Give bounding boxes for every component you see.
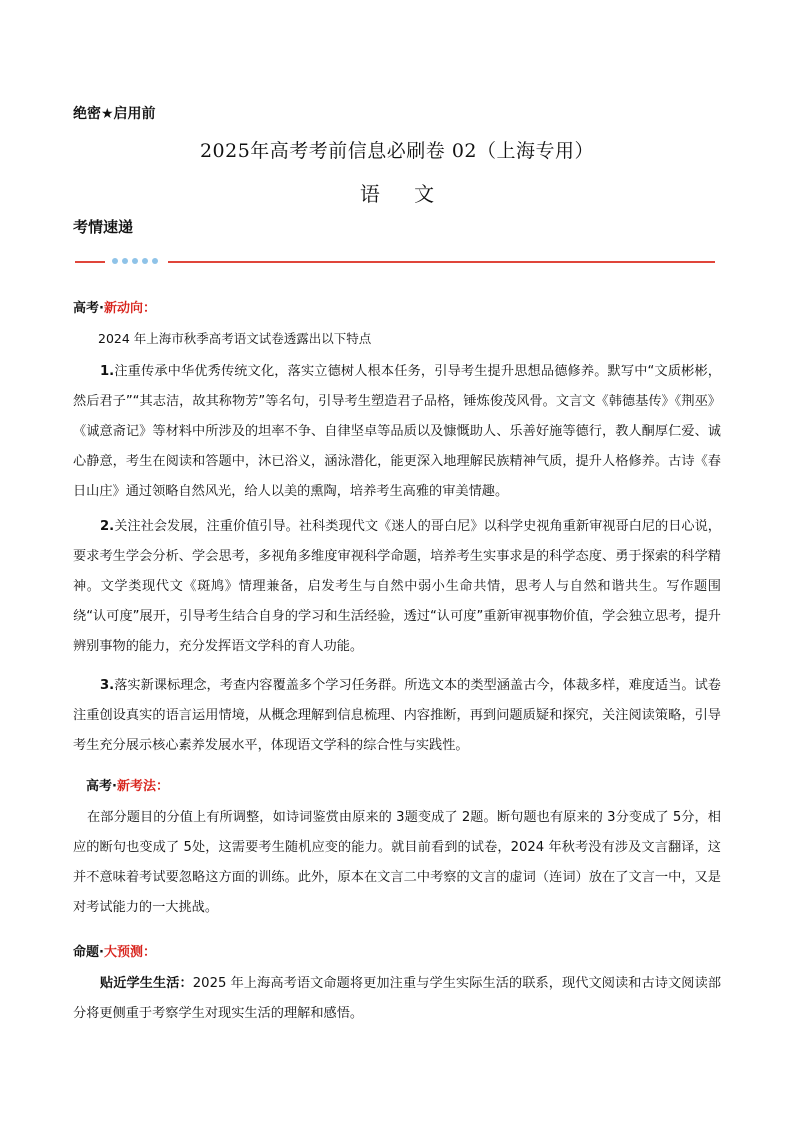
divider-dot xyxy=(132,258,138,264)
exam-title: 2025年高考考前信息必刷卷 02（上海专用） xyxy=(199,140,595,162)
point-text: 关注社会发展，注重价值引导。社科类现代文《迷人的哥白尼》以科学史视角重新审视哥白尼的日心说，要求考生学会分析、学会思考，多视角多维度审视科学命题，培养考生实事求是的科学态度、勇于探索的科学精神。文学类现代文《斑鸠》情理兼备，启发考生与自然中弱小生命共情，思考人与自然和谐共生。写作题围绕“认可度”展开，引导考生结合自身的学习和生活经验，透过“认可度”重新审视事物价值，学会独立思考，提升辨别事物的能力，充分发挥语文学科的育人功能。 xyxy=(73,519,721,654)
divider-line-left xyxy=(75,261,105,263)
subject-title: 语 文 xyxy=(359,182,449,206)
point-number: 3. xyxy=(100,678,115,693)
prediction-text xyxy=(73,969,721,1029)
label-prefix: 高考· xyxy=(73,301,104,316)
new-direction-label xyxy=(73,297,156,316)
new-direction-intro: 2024 年上海市秋季高考语文试卷透露出以下特点 xyxy=(98,331,372,346)
divider-dots xyxy=(112,258,162,266)
divider-dot xyxy=(122,258,128,264)
point-number: 2. xyxy=(100,519,115,534)
new-exam-method-text: 在部分题目的分值上有所调整，如诗词鉴赏由原来的 3题变成了 2题。断句题也有原来的 3分变成了 5分，相应的断句也变成了 5处，这需要考生随机应变的能力。就目前看到的试卷，2024 年秋考没有涉及文言翻译，这并不意味着考试要忽略这方面的训练。此外，原本在文言二中考察的文言的虚词（连词）放在了文言一中，又是对考试能力的一大挑战。 xyxy=(73,810,721,915)
label-highlight: 大预测： xyxy=(103,945,156,960)
label-highlight: 新考法： xyxy=(116,779,169,794)
confidential-mark: 绝密★启用前 xyxy=(73,106,156,122)
point-2 xyxy=(73,512,721,662)
divider-dot xyxy=(152,258,158,264)
point-number: 1. xyxy=(100,364,115,379)
point-3 xyxy=(73,671,721,761)
divider-dot xyxy=(142,258,148,264)
prediction-lead: 贴近学生生活： xyxy=(100,976,193,991)
section-heading: 考情速递 xyxy=(73,218,134,236)
label-prefix: 命题· xyxy=(73,945,104,960)
point-text: 落实新课标理念，考查内容覆盖多个学习任务群。所选文本的类型涵盖古今，体裁多样，难度适当。试卷注重创设真实的语言运用情境，从概念理解到信息梳理、内容推断，再到问题质疑和探究，关注阅读策略，引导考生充分展示核心素养发展水平，体现语文学科的综合性与实践性。 xyxy=(73,678,721,753)
prediction-label xyxy=(73,941,156,960)
divider-line-right xyxy=(168,261,715,263)
divider-dot xyxy=(112,258,118,264)
new-exam-method-label xyxy=(86,775,169,794)
point-text: 注重传承中华优秀传统文化，落实立德树人根本任务，引导考生提升思想品德修养。默写中“文质彬彬，然后君子”“其志洁，故其称物芳”等名句，引导考生塑造君子品格，锤炼俊茂风骨。文言文《韩德基传》《荆巫》《诚意斋记》等材料中所涉及的坦率不争、自律坚卓等品质以及慷慨助人、乐善好施等德行，教人酮厚仁爱、诚心静意，考生在阅读和答题中，沐已浴义，涵泳潜化，能更深入地理解民族精神气质，提升人格修养。古诗《春日山庄》通过领略自然风光，给人以美的熏陶，培养考生高雅的审美情趣。 xyxy=(73,364,721,499)
label-prefix: 高考· xyxy=(86,779,117,794)
point-1 xyxy=(73,357,721,507)
decorative-divider xyxy=(75,254,715,266)
label-highlight: 新动向： xyxy=(103,301,156,316)
prediction-body: 2025 年上海高考语文命题将更加注重与学生实际生活的联系，现代文阅读和古诗文阅读部分将更侧重于考察学生对现实生活的理解和感悟。 xyxy=(73,976,722,1021)
